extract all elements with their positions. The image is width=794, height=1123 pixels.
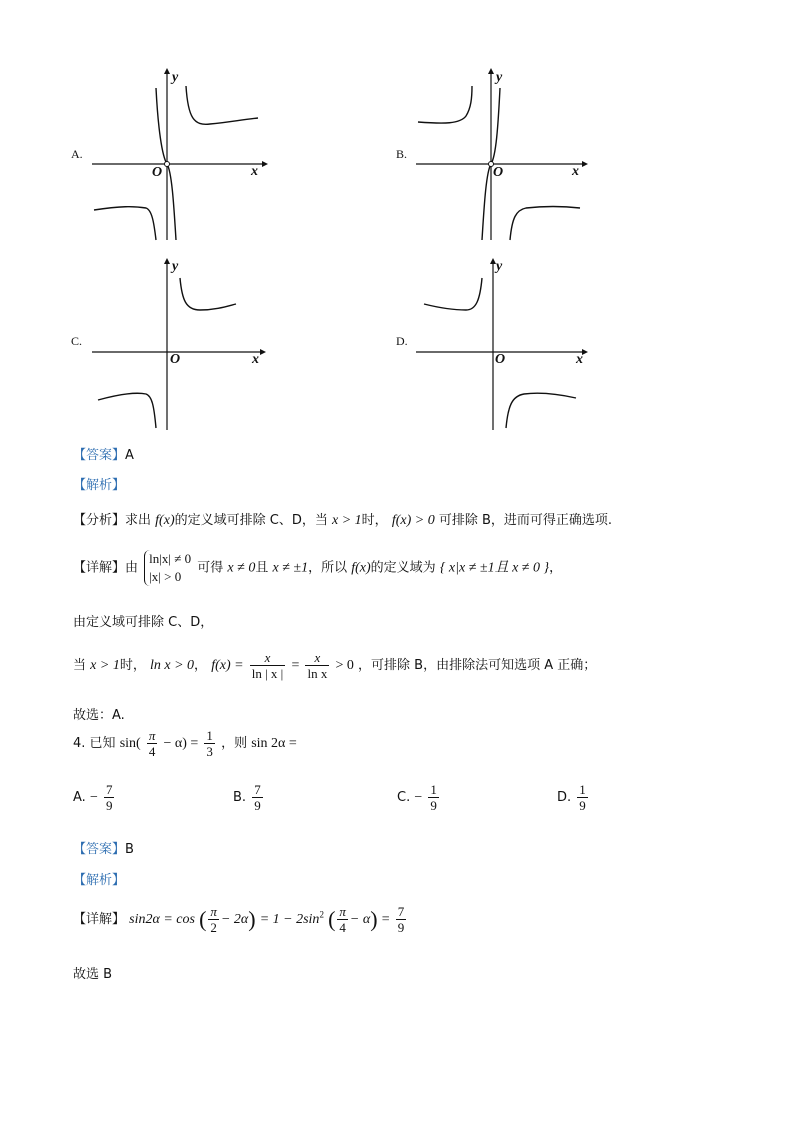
xj-domain-set: { x|x ≠ ±1且 x ≠ 0 } (439, 560, 550, 576)
fenxi-text-4: 可排除 B，进而可得正确选项. (438, 513, 613, 528)
graph-d-origin-label: O (495, 352, 506, 367)
q4-mid: = 1 − 2sin (259, 912, 320, 927)
q4-option-b-den: 9 (254, 798, 261, 813)
xj-f: f(x) (351, 560, 371, 576)
q4-option-b-value (252, 782, 263, 813)
q3-fenxi-line (73, 509, 612, 529)
q4-option-b-label: B. (233, 790, 247, 805)
q4-option-a-value (104, 782, 115, 813)
lnx-positive: ln x > 0 (149, 658, 195, 673)
dang-cond: x > 1 (90, 658, 120, 673)
system-line-1: ln|x| ≠ 0 (149, 551, 192, 566)
xj-you: 由 (125, 560, 139, 576)
graph-d-y-label: y (496, 259, 503, 274)
fenxi-cond: x > 1 (331, 513, 362, 528)
q4-target: sin 2α = (251, 736, 297, 751)
graph-a-y-label: y (172, 70, 179, 85)
fenxi-f: f(x) (155, 513, 175, 528)
fraction-2-num: x (305, 650, 329, 666)
fraction-2-den: ln x (307, 666, 328, 681)
q4-two: 2 (210, 920, 217, 935)
q3-xiangjie-line (73, 550, 562, 586)
q4-pi-over-4 (147, 728, 158, 759)
q4-option-b[interactable] (233, 782, 265, 813)
xj-text-2: ，所以 (308, 560, 348, 576)
fx-eq: f(x) = (211, 658, 244, 673)
q4-option-c[interactable] (397, 782, 441, 813)
fraction-2 (305, 650, 329, 681)
dang: 当 (73, 658, 87, 673)
graph-b-x-label: x (572, 164, 579, 179)
q4-xiangjie-line (73, 904, 408, 935)
q4-stem-pre: 4. 已知 (73, 736, 116, 751)
q4-answer-line (73, 838, 134, 857)
q4-option-a[interactable] (73, 782, 116, 813)
q4-option-d-num: 1 (579, 782, 586, 797)
fraction-1-num: x (250, 650, 286, 666)
q3-conclusion: 故选：A. (73, 708, 125, 723)
q4-option-d[interactable] (557, 782, 590, 813)
gt-zero: > 0 (335, 658, 354, 673)
q4-sin: sin( (119, 736, 141, 751)
q4-option-b-num: 7 (254, 782, 261, 797)
graph-b-y-label: y (496, 70, 503, 85)
q4-answer-value: B (125, 842, 134, 857)
fraction-1 (250, 650, 286, 681)
option-b-label: B. (396, 147, 408, 161)
fenxi-ineq: f(x) > 0 (391, 513, 435, 528)
q4-result (396, 904, 407, 935)
q4-analysis-line (73, 869, 125, 888)
q3-domain-line: 由定义域可排除 C、D， (73, 615, 214, 630)
q4-pi-2: π (210, 904, 217, 919)
graph-c-x-label: x (252, 352, 259, 367)
case-tail: ，可排除 B，由排除法可知选项 A 正确； (358, 658, 597, 673)
q4-four-b: 4 (339, 920, 346, 935)
fenxi-tag: 【分析】 (73, 513, 126, 528)
q4-minus-2a: − 2α (220, 912, 249, 927)
q4-option-c-label: C. (397, 790, 411, 805)
q4-option-a-sign: − (89, 790, 98, 805)
graph-a (90, 68, 270, 243)
xj-cond-1: x ≠ 0 (227, 560, 256, 576)
q4-stem (73, 728, 297, 759)
answer-value: A (125, 448, 134, 463)
q4-result-den: 9 (397, 920, 405, 935)
q4-stem-post: ，则 (221, 736, 248, 751)
q4-square: 2 (319, 909, 324, 920)
q4-pi: π (148, 728, 156, 743)
xj-text-3: 的定义域为 (370, 560, 436, 576)
q4-analysis-tag: 【解析】 (73, 873, 126, 888)
q4-option-d-value (577, 782, 588, 813)
q4-pi-over-2 (208, 904, 219, 935)
q4-one-third (204, 728, 215, 759)
q4-option-a-label: A. (73, 790, 86, 805)
option-c-label: C. (71, 334, 83, 348)
q4-option-d-den: 9 (579, 798, 586, 813)
q4-option-c-sign: − (414, 790, 423, 805)
graph-b (414, 68, 594, 243)
q4-option-a-num: 7 (105, 782, 113, 797)
q4-conclusion: 故选 B (73, 967, 113, 982)
q3-case-line (73, 650, 596, 681)
graph-d-x-label: x (576, 352, 583, 367)
q4-option-c-den: 9 (430, 798, 437, 813)
xj-end: ， (549, 560, 563, 576)
left-paren-1: ( (199, 906, 207, 932)
comma: ， (194, 658, 208, 673)
q4-option-c-num: 1 (430, 782, 437, 797)
option-a-label: A. (71, 147, 83, 161)
graph-c-y-label: y (172, 259, 179, 274)
q4-pi-3: π (339, 904, 346, 919)
q4-lhs: sin2α = cos (129, 912, 195, 927)
answer-tag: 【答案】 (73, 448, 126, 463)
xj-text-1: 可得 (197, 560, 224, 576)
q3-analysis-tag (73, 474, 125, 493)
analysis-tag: 【解析】 (73, 478, 126, 493)
graph-c (90, 258, 270, 433)
q3-answer-line (73, 444, 134, 463)
q4-four: 4 (148, 744, 156, 759)
graph-a-x-label: x (251, 164, 258, 179)
graph-b-origin-label: O (493, 165, 504, 180)
q4-pi-over-4-b (337, 904, 348, 935)
graph-c-origin-label: O (170, 352, 181, 367)
fraction-1-den: ln | x | (251, 666, 284, 681)
q4-xiangjie-tag: 【详解】 (73, 912, 126, 927)
fenxi-text-1: 求出 (125, 513, 152, 528)
q4-option-c-value (428, 782, 439, 813)
dang-shi: 时， (119, 658, 146, 673)
q4-option-d-label: D. (557, 790, 572, 805)
q4-one: 1 (206, 728, 213, 743)
q4-result-num: 7 (397, 904, 405, 919)
q4-option-a-den: 9 (105, 798, 113, 813)
xj-cond-2: x ≠ ±1 (272, 560, 309, 576)
equals: = (291, 658, 300, 673)
graph-d (414, 258, 594, 433)
equation-system (144, 550, 191, 586)
graph-a-origin-label: O (152, 165, 163, 180)
q4-minus-alpha: − α) = (163, 736, 199, 751)
fenxi-text-2: 的定义域可排除 C、D，当 (174, 513, 328, 528)
q4-answer-tag: 【答案】 (73, 842, 126, 857)
right-paren-1: ) (248, 906, 256, 932)
option-d-label: D. (396, 334, 408, 348)
left-paren-2: ( (328, 906, 336, 932)
xiangjie-tag: 【详解】 (73, 560, 126, 576)
q4-minus-a: − α (349, 912, 371, 927)
system-line-2: |x| > 0 (149, 569, 182, 584)
q4-three: 3 (206, 744, 213, 759)
fenxi-text-3: 时， (361, 513, 388, 528)
q4-equals: = (381, 912, 390, 927)
right-paren-2: ) (370, 906, 378, 932)
xj-qie: 且 (255, 560, 269, 576)
